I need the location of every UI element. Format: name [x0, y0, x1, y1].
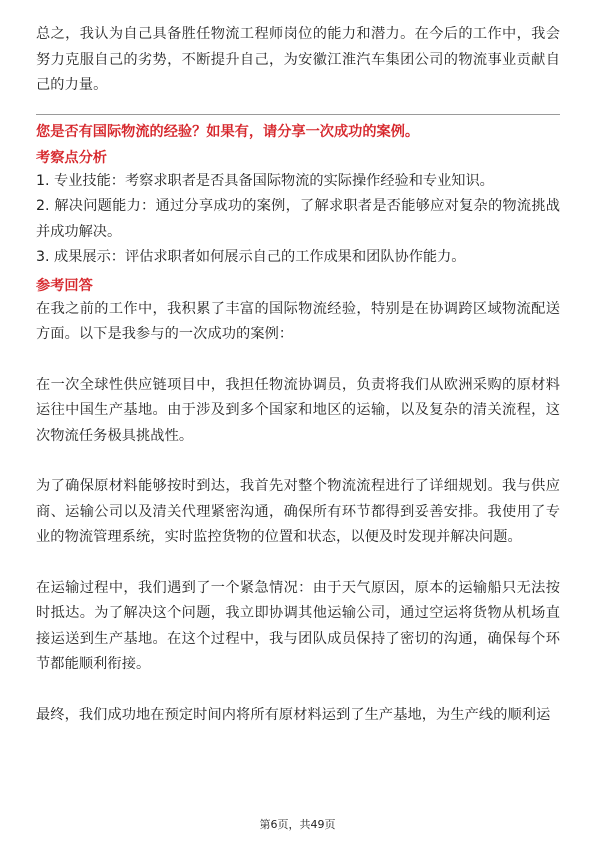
paragraph-gap [36, 678, 560, 703]
answer-paragraph: 最终，我们成功地在预定时间内将所有原材料运到了生产基地，为生产线的顺利运 [36, 706, 551, 723]
answer-paragraph: 在我之前的工作中，我积累了丰富的国际物流经验，特别是在协调跨区域物流配送方面。以下是我参与的一次成功的案例： [36, 300, 560, 342]
paragraph-gap [36, 348, 560, 373]
analysis-item: 2. 解决问题能力：通过分享成功的案例，了解求职者是否能够应对复杂的物流挑战并成功解决。 [36, 198, 560, 240]
interview-question: 您是否有国际物流的经验？如果有，请分享一次成功的案例。 [36, 123, 420, 140]
analysis-item: 1. 专业技能：考察求职者是否具备国际物流的实际操作经验和专业知识。 [36, 172, 494, 189]
page-number-footer: 第6页，共49页 [259, 818, 336, 831]
section-divider [36, 114, 560, 115]
answer-paragraph: 在运输过程中，我们遇到了一个紧急情况：由于天气原因，原本的运输船只无法按时抵达。为了解决这个问题，我立即协调其他运输公司，通过空运将货物从机场直接运送到生产基地。在这个过程中，我与团队成员保持了密切的沟通，确保每个环节都能顺利衔接。 [36, 579, 560, 672]
analysis-item: 3. 成果展示：评估求职者如何展示自己的工作成果和团队协作能力。 [36, 249, 466, 265]
answer-paragraph: 为了确保原材料能够按时到达，我首先对整个物流流程进行了详细规划。我与供应商、运输公司以及清关代理紧密沟通，确保所有环节都得到妥善安排。我使用了专业的物流管理系统，实时监控货物的位置和状态，以便及时发现并解决问题。 [36, 478, 560, 545]
paragraph-gap [36, 449, 560, 474]
document-page [36, 22, 560, 728]
answer-heading: 参考回答 [36, 277, 93, 294]
answer-paragraph: 在一次全球性供应链项目中，我担任物流协调员，负责将我们从欧洲采购的原材料运往中国生产基地。由于涉及到多个国家和地区的运输，以及复杂的清关流程，这次物流任务极具挑战性。 [36, 376, 560, 444]
intro-paragraph: 总之，我认为自己具备胜任物流工程师岗位的能力和潜力。在今后的工作中，我会努力克服自己的劣势，不断提升自己，为安徽江淮汽车集团公司的物流事业贡献自己的力量。 [36, 26, 560, 93]
paragraph-gap [36, 551, 560, 576]
analysis-heading: 考察点分析 [36, 149, 107, 166]
